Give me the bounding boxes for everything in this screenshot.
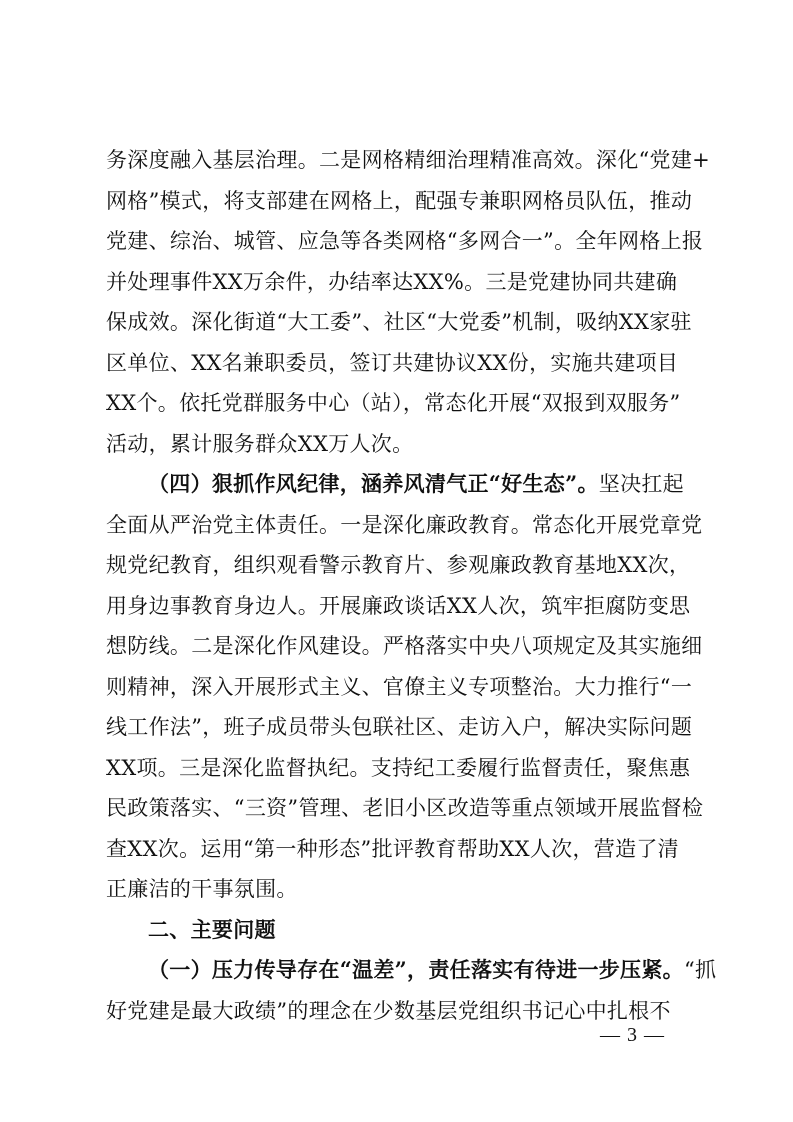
subsection-1-title: （一）压力传导存在“温差”，责任落实有待进一步压紧。	[148, 957, 684, 982]
text-line: XX项。三是深化监督执纪。支持纪工委履行监督责任，聚焦惠	[106, 755, 691, 780]
text-line: 网格”模式，将支部建在网格上，配强专兼职网格员队伍，推动	[106, 188, 693, 213]
text-line: 并处理事件XX万余件，办结率达XX%。三是党建协同共建确	[106, 269, 678, 294]
text-line: 好党建是最大政绩”的理念在少数基层党组织书记心中扎根不	[106, 998, 671, 1023]
text-line: 民政策落实、“三资”管理、老旧小区改造等重点领域开展监督检	[106, 796, 704, 820]
subsection-1-paragraph-start	[106, 950, 717, 991]
text-line: 用身边事教育身边人。开展廉政谈话XX人次，筑牢拒腐防变思	[106, 593, 691, 618]
page-number: — 3 —	[600, 1024, 665, 1046]
text-line: 党建、综治、城管、应急等各类网格“多网合一”。全年网格上报	[106, 229, 704, 253]
text-line: 线工作法”，班子成员带头包联社区、走访入户，解决实际问题	[106, 715, 693, 739]
text-line: 保成效。深化街道“大工委”、社区“大党委”机制，吸纳XX家驻	[106, 310, 692, 334]
text-line: 则精神，深入开展形式主义、官僚主义专项整治。大力推行“一	[106, 674, 693, 699]
section-heading: 二、主要问题	[148, 917, 276, 942]
section-4-title: （四）狠抓作风纪律，涵养风清气正“好生态”。	[148, 471, 599, 496]
text-line: 正廉洁的干事氛围。	[106, 877, 298, 901]
text-line: 活动，累计服务群众XX万人次。	[106, 431, 414, 456]
section-4-paragraph-start	[106, 464, 691, 505]
text-line: 务深度融入基层治理。二是网格精细治理精准高效。深化“党建+	[106, 148, 711, 172]
text-line: 查XX次。运用“第一种形态”批评教育帮助XX人次，营造了清	[106, 836, 679, 861]
body-text	[106, 140, 717, 1031]
text-run: “抓	[683, 958, 717, 982]
text-line: XX个。依托党群服务中心（站），常态化开展“双报到双服务”	[106, 391, 681, 415]
text-line: 区单位、XX名兼职委员，签订共建协议XX份，实施共建项目	[106, 350, 679, 375]
text-line: 想防线。二是深化作风建设。严格落实中央八项规定及其实施细	[106, 634, 703, 658]
text-line: 规党纪教育，组织观看警示教育片、参观廉政教育基地XX次，	[106, 553, 691, 577]
text-run: 坚决扛起	[598, 472, 684, 496]
text-line: 全面从严治党主体责任。一是深化廉政教育。常态化开展党章党	[106, 512, 703, 537]
